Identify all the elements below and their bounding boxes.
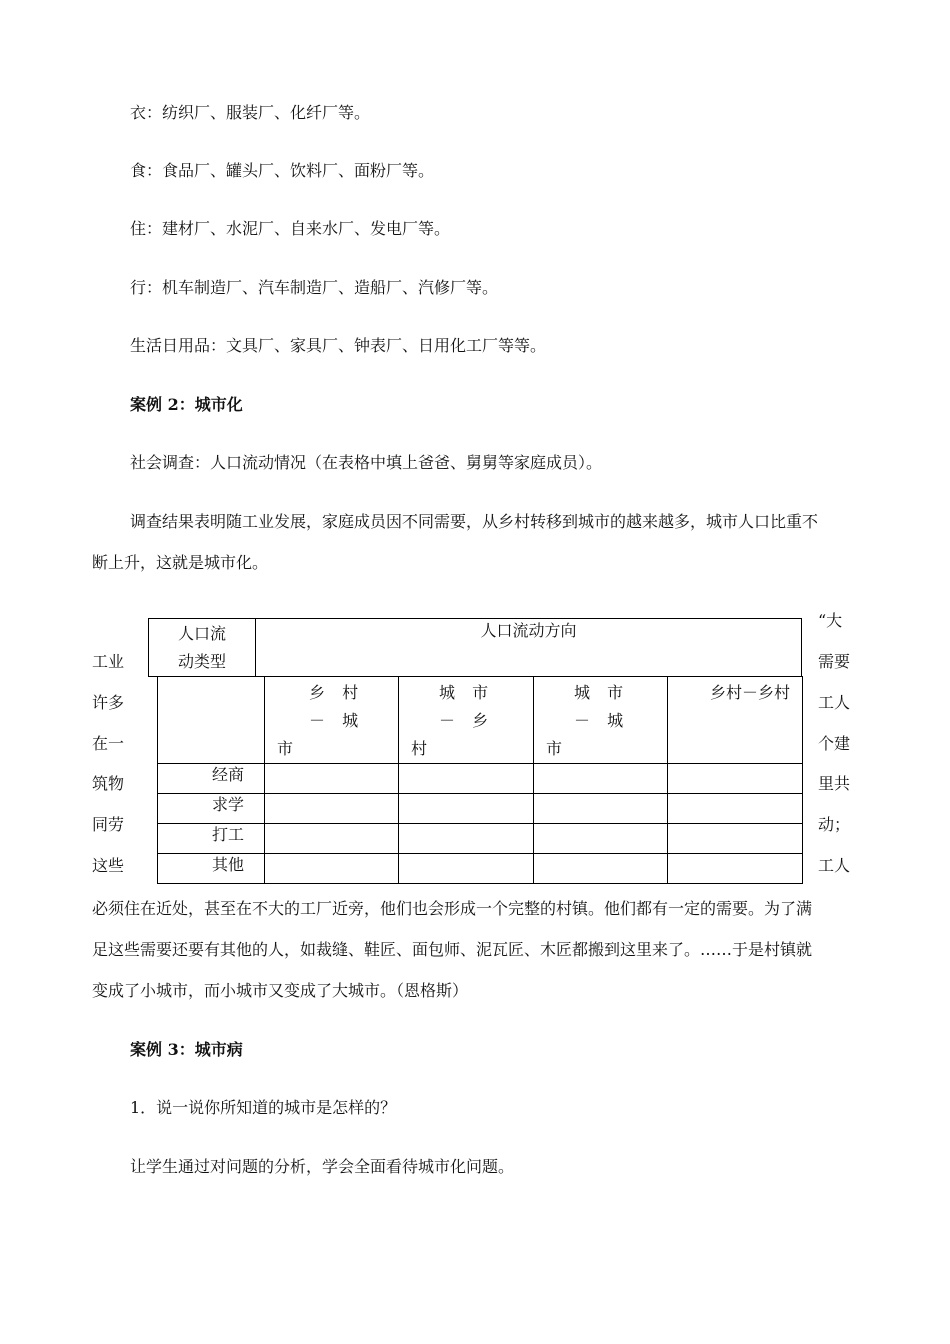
table-cell: [399, 794, 534, 824]
table-cell: [399, 854, 534, 884]
question-1: 1．说一说你所知道的城市是怎样的？: [130, 1098, 397, 1117]
direction-label: 乡村－乡村: [710, 683, 791, 702]
quote-line-3: 必须住在近处，甚至在不大的工厂近旁，他们也会形成一个完整的村镇。他们都有一定的需要。为了满: [92, 899, 813, 918]
direction-label-cont: 村: [411, 739, 434, 758]
type-header-cell: [149, 619, 256, 677]
type-header-line-1: 人口流: [177, 624, 226, 643]
direction-label: 城 市 － 乡: [439, 683, 495, 730]
right-fragment: 个建: [818, 734, 851, 753]
text-transport: 行：机车制造厂、汽车制造厂、造船厂、汽修厂等。: [130, 278, 499, 297]
direction-label-cont: 市: [277, 739, 300, 758]
direction-col-rural-rural: [668, 677, 803, 764]
direction-label-cont: 市: [546, 739, 569, 758]
text-housing: 住：建材厂、水泥厂、自来水厂、发电厂等。: [130, 219, 451, 238]
quote-line-5: 变成了小城市，而小城市又变成了大城市。（恩格斯）: [92, 981, 469, 1000]
direction-col-rural-urban: [265, 677, 399, 764]
direction-label: 城 市 － 城: [574, 683, 630, 730]
right-fragment: 里共: [818, 774, 851, 793]
direction-header-cell: [256, 619, 802, 677]
population-flow-header-table: [148, 618, 802, 677]
text-clothing: 衣：纺织厂、服装厂、化纤厂等。: [130, 103, 371, 122]
result-line-2: 断上升，这就是城市化。: [92, 553, 269, 572]
table-cell: [534, 824, 668, 854]
table-cell: [534, 794, 668, 824]
result-line-1: 调查结果表明随工业发展，家庭成员因不同需要，从乡村转移到城市的越来越多，城市人口比重不: [130, 512, 819, 531]
table-cell: [265, 824, 399, 854]
right-fragment: 工人: [818, 693, 851, 712]
left-fragment: 这些: [92, 856, 125, 875]
table-cell: [265, 764, 399, 794]
left-fragment: 工业: [92, 652, 125, 671]
row-label-other: 其他: [158, 854, 265, 884]
table-cell: [265, 794, 399, 824]
quote-line-4: 足这些需要还要有其他的人，如裁缝、鞋匠、面包师、泥瓦匠、木匠都搬到这里来了。……于是村镇就: [92, 940, 813, 959]
text-food: 食：食品厂、罐头厂、饮料厂、面粉厂等。: [130, 161, 435, 180]
right-fragment: “大: [818, 611, 843, 630]
type-header-line-2: 动类型: [177, 652, 226, 671]
table-cell: [265, 854, 399, 884]
direction-col-urban-rural: [399, 677, 534, 764]
corner-cell: [158, 677, 265, 764]
direction-label: 乡 村 － 城: [309, 683, 365, 730]
table-cell: [668, 794, 803, 824]
row-label-business: 经商: [158, 764, 265, 794]
right-fragment: 工人: [818, 856, 851, 875]
right-fragment: 动；: [818, 815, 851, 834]
text-daily-goods: 生活日用品：文具厂、家具厂、钟表厂、日用化工厂等等。: [130, 336, 547, 355]
case2-title: 案例 2：城市化: [130, 395, 243, 414]
case3-title: 案例 3：城市病: [130, 1040, 243, 1059]
table-cell: [534, 854, 668, 884]
left-fragment: 许多: [92, 693, 125, 712]
left-fragment: 筑物: [92, 774, 125, 793]
table-cell: [534, 764, 668, 794]
table-cell: [399, 764, 534, 794]
left-fragment: 在一: [92, 734, 125, 753]
survey-text: 社会调查：人口流动情况（在表格中填上爸爸、舅舅等家庭成员）。: [130, 453, 603, 472]
row-label-work: 打工: [158, 824, 265, 854]
table-cell: [668, 764, 803, 794]
direction-col-urban-urban: [534, 677, 668, 764]
question-1-note: 让学生通过对问题的分析，学会全面看待城市化问题。: [130, 1157, 515, 1176]
left-fragment: 同劳: [92, 815, 125, 834]
table-cell: [668, 824, 803, 854]
population-flow-table: [157, 676, 803, 884]
right-fragment: 需要: [818, 652, 851, 671]
table-cell: [668, 854, 803, 884]
direction-header: 人口流动方向: [480, 621, 577, 640]
row-label-study: 求学: [158, 794, 265, 824]
table-cell: [399, 824, 534, 854]
